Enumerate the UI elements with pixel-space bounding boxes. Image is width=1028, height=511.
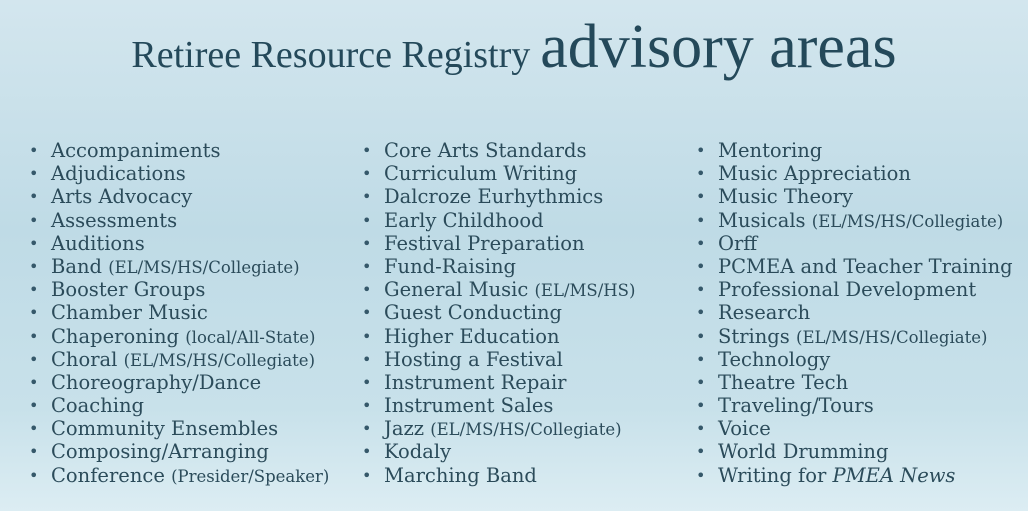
bullet-icon: • <box>696 465 706 485</box>
list-item <box>29 325 329 348</box>
list-item <box>362 255 635 278</box>
bullet-icon: • <box>362 256 372 276</box>
list-item <box>696 185 1013 208</box>
list-item <box>29 371 329 394</box>
bullet-icon: • <box>362 349 372 369</box>
list-item <box>696 394 1013 417</box>
list-item-label: Higher Education <box>384 324 560 348</box>
list-item <box>29 417 329 440</box>
list-item-label: Kodaly <box>384 440 452 464</box>
bullet-icon: • <box>362 141 372 160</box>
bullet-icon: • <box>29 164 39 184</box>
list-item <box>29 255 329 278</box>
list-item <box>362 371 635 394</box>
advisory-list-column-3 <box>696 139 1013 487</box>
list-item-label: Fund-Raising <box>384 254 516 278</box>
list-item <box>696 440 1013 463</box>
bullet-icon: • <box>29 372 39 392</box>
title-emphasis: advisory areas <box>540 13 897 81</box>
list-item-note: (Presider/Speaker) <box>171 466 330 486</box>
bullet-icon: • <box>696 372 706 392</box>
list-item <box>696 301 1013 324</box>
list-item <box>696 371 1013 394</box>
list-item-label: Instrument Repair <box>384 370 567 394</box>
list-item <box>29 440 329 463</box>
list-item <box>362 394 635 417</box>
list-item <box>29 162 329 185</box>
bullet-icon: • <box>696 141 706 160</box>
bullet-icon: • <box>362 164 372 184</box>
bullet-icon: • <box>696 396 706 416</box>
list-item-label: Chaperoning <box>51 324 180 348</box>
list-item-label: Accompaniments <box>51 139 221 162</box>
list-item <box>696 232 1013 255</box>
list-item-note: (local/All-State) <box>185 327 316 347</box>
bullet-icon: • <box>362 303 372 323</box>
list-item <box>696 325 1013 348</box>
list-item-label: Jazz <box>384 417 424 441</box>
list-item <box>362 278 635 301</box>
list-item <box>29 464 329 487</box>
list-item <box>29 348 329 371</box>
bullet-icon: • <box>29 326 39 346</box>
list-item <box>696 348 1013 371</box>
list-item-label: Adjudications <box>51 162 186 186</box>
list-item <box>29 232 329 255</box>
list-item <box>29 278 329 301</box>
list-item-note: (EL/MS/HS/Collegiate) <box>430 420 622 440</box>
list-item-label: Coaching <box>51 394 145 418</box>
list-item-label: Musicals <box>718 208 806 232</box>
bullet-icon: • <box>696 233 706 253</box>
list-item <box>696 162 1013 185</box>
list-item <box>696 209 1013 232</box>
list-item-label: Strings <box>718 324 790 348</box>
list-item <box>696 139 1013 162</box>
list-item <box>362 440 635 463</box>
bullet-icon: • <box>29 419 39 439</box>
list-item <box>362 209 635 232</box>
bullet-icon: • <box>29 187 39 207</box>
list-item <box>362 301 635 324</box>
list-item-label: Booster Groups <box>51 278 206 302</box>
bullet-icon: • <box>29 442 39 462</box>
list-item-label: Assessments <box>51 208 178 232</box>
slide-title <box>0 12 1028 83</box>
list-item <box>362 139 635 162</box>
bullet-icon: • <box>29 280 39 300</box>
list-item-label: Curriculum Writing <box>384 162 578 186</box>
advisory-list-column-2 <box>362 139 635 487</box>
bullet-icon: • <box>29 141 39 160</box>
bullet-icon: • <box>362 280 372 300</box>
bullet-icon: • <box>696 419 706 439</box>
bullet-icon: • <box>29 210 39 230</box>
list-item-label: Community Ensembles <box>51 417 279 441</box>
list-item-label: Mentoring <box>718 139 823 162</box>
bullet-icon: • <box>29 303 39 323</box>
list-item-label: Choral <box>51 347 118 371</box>
list-item-label: Composing/Arranging <box>51 440 269 464</box>
bullet-icon: • <box>362 442 372 462</box>
bullet-icon: • <box>362 419 372 439</box>
bullet-icon: • <box>362 187 372 207</box>
list-item-label: Guest Conducting <box>384 301 563 325</box>
list-item-label: Choreography/Dance <box>51 370 262 394</box>
bullet-icon: • <box>362 210 372 230</box>
bullet-icon: • <box>362 326 372 346</box>
bullet-icon: • <box>362 465 372 485</box>
list-item-label: Conference <box>51 463 165 487</box>
list-item-label: Professional Development <box>718 278 977 302</box>
publication-title: PMEA News <box>832 463 956 487</box>
list-item <box>362 348 635 371</box>
list-item-label: Auditions <box>51 231 145 255</box>
list-item-label: Band <box>51 254 102 278</box>
list-item-label: Music Appreciation <box>718 162 911 186</box>
list-item-note: (EL/MS/HS/Collegiate) <box>108 257 300 277</box>
list-item-label: World Drumming <box>718 440 889 464</box>
bullet-icon: • <box>696 164 706 184</box>
list-item-label: Voice <box>718 417 771 441</box>
list-item <box>362 232 635 255</box>
list-item-note: (EL/MS/HS/Collegiate) <box>811 211 1004 231</box>
list-item <box>362 162 635 185</box>
bullet-icon: • <box>696 349 706 369</box>
advisory-list-column-1 <box>29 139 329 487</box>
list-item-note: (EL/MS/HS/Collegiate) <box>123 350 316 370</box>
list-item-label: Festival Preparation <box>384 231 585 255</box>
list-item-label: Theatre Tech <box>718 370 849 394</box>
bullet-icon: • <box>696 256 706 276</box>
list-item <box>29 185 329 208</box>
list-item <box>29 209 329 232</box>
bullet-icon: • <box>29 349 39 369</box>
bullet-icon: • <box>696 280 706 300</box>
bullet-icon: • <box>696 442 706 462</box>
list-item-label: Chamber Music <box>51 301 208 325</box>
list-item <box>29 394 329 417</box>
list-item <box>362 325 635 348</box>
list-item-label: Core Arts Standards <box>384 139 587 162</box>
list-item <box>362 464 635 487</box>
list-item <box>29 301 329 324</box>
list-item-label: General Music <box>384 278 529 302</box>
bullet-icon: • <box>29 256 39 276</box>
title-prefix: Retiree Resource Registry <box>131 34 531 76</box>
bullet-icon: • <box>29 465 39 485</box>
list-item <box>29 139 329 162</box>
list-item <box>696 255 1013 278</box>
bullet-icon: • <box>696 210 706 230</box>
list-item-label: Instrument Sales <box>384 394 554 418</box>
list-item <box>696 464 1013 487</box>
bullet-icon: • <box>29 396 39 416</box>
bullet-icon: • <box>696 187 706 207</box>
list-item <box>696 278 1013 301</box>
bullet-icon: • <box>362 372 372 392</box>
bullet-icon: • <box>362 396 372 416</box>
bullet-icon: • <box>29 233 39 253</box>
list-item-note: (EL/MS/HS/Collegiate) <box>796 327 988 347</box>
list-item-label: Marching Band <box>384 463 537 487</box>
list-item-label: Dalcroze Eurhythmics <box>384 185 604 209</box>
list-item-label: Writing for <box>718 463 827 487</box>
list-item-label: Early Childhood <box>384 208 544 232</box>
list-item-label: Hosting a Festival <box>384 347 563 371</box>
list-item-label: Arts Advocacy <box>51 185 193 209</box>
list-item-label: Orff <box>718 231 758 255</box>
list-item <box>362 417 635 440</box>
list-item-note: (EL/MS/HS) <box>534 281 636 301</box>
list-item-label: Traveling/Tours <box>718 394 874 418</box>
list-item-label: Music Theory <box>718 185 854 209</box>
list-item-label: Research <box>718 301 811 325</box>
list-item <box>362 185 635 208</box>
bullet-icon: • <box>362 233 372 253</box>
bullet-icon: • <box>696 303 706 323</box>
list-item-label: PCMEA and Teacher Training <box>718 254 1013 278</box>
list-item <box>696 417 1013 440</box>
list-item-label: Technology <box>718 347 831 371</box>
bullet-icon: • <box>696 326 706 346</box>
